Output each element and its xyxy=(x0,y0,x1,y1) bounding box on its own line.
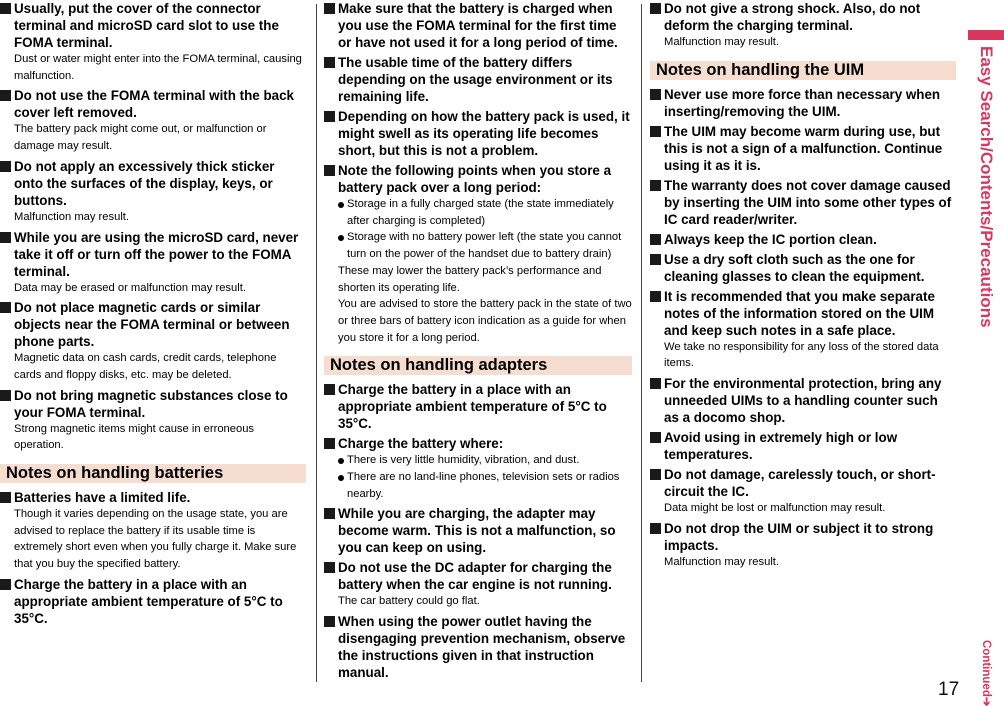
bullet-item xyxy=(338,229,632,262)
precaution-heading: Charge the battery where: xyxy=(324,435,632,452)
precaution-heading: For the environmental protection, bring any unneeded UIMs to a handling counter such as a docomo shop. xyxy=(650,375,956,426)
section-heading-uim: Notes on handling the UIM xyxy=(650,61,956,80)
bullet-text: There is very little humidity, vibration, and dust. xyxy=(347,454,580,467)
precaution-heading: Do not use the FOMA terminal with the back cover left removed. xyxy=(0,87,306,121)
precaution-heading: Avoid using in extremely high or low temperatures. xyxy=(650,429,956,463)
precaution-heading: While you are charging, the adapter may become warm. This is not a malfunction, so you can keep on using. xyxy=(324,505,632,556)
precaution-body xyxy=(324,452,632,502)
continued-label: Continued➔ xyxy=(980,640,992,706)
precaution-item xyxy=(324,505,632,556)
precaution-list-adapters xyxy=(324,505,632,681)
precaution-heading: The usable time of the battery differs depending on the usage environment or its remaining life. xyxy=(324,54,632,105)
precaution-body: We take no responsibility for any loss of the stored data items. xyxy=(664,340,939,370)
bullet-text: Storage in a fully charged state (the state immediately after charging is completed) xyxy=(347,198,614,227)
precaution-heading: Do not apply an excessively thick sticker onto the surfaces of the display, keys, or buttons. xyxy=(0,158,306,209)
precaution-item xyxy=(650,429,956,463)
precaution-heading: Use a dry soft cloth such as the one for cleaning glasses to clean the equipment. xyxy=(650,251,956,285)
precaution-heading: Usually, put the cover of the connector terminal and microSD card slot to use the FOMA terminal. xyxy=(0,0,306,51)
bullet-text: There are no land-line phones, television sets or radios nearby. xyxy=(347,471,620,500)
precaution-item xyxy=(0,158,306,226)
continued-indicator xyxy=(976,640,998,706)
precaution-item xyxy=(0,0,306,84)
precaution-item xyxy=(324,435,632,502)
note-text: You are advised to store the battery pack in the state of two or three bars of battery icon indication as a guide for when you store it for a long period. xyxy=(338,298,632,344)
column-2 xyxy=(324,0,632,684)
column-divider-2 xyxy=(641,4,642,682)
precaution-item xyxy=(0,229,306,297)
precaution-heading: Do not use the DC adapter for charging the battery when the car engine is not running. xyxy=(324,559,632,593)
precaution-list-adapters-cont xyxy=(650,0,956,51)
column-3 xyxy=(650,0,956,574)
precaution-heading: Do not drop the UIM or subject it to strong impacts. xyxy=(650,520,956,554)
precaution-body: Strong magnetic items might cause in erroneous operation. xyxy=(14,422,255,452)
precaution-item xyxy=(650,231,956,248)
precaution-item xyxy=(650,375,956,426)
precaution-item xyxy=(0,299,306,383)
precaution-body: Data might be lost or malfunction may result. xyxy=(664,502,886,515)
side-index-tab xyxy=(968,0,1004,328)
precaution-item xyxy=(650,0,956,51)
precaution-body: Data may be erased or malfunction may result. xyxy=(14,281,246,294)
precaution-heading: Charge the battery in a place with an appropriate ambient temperature of 5°C to 35°C. xyxy=(0,576,306,627)
column-divider-1 xyxy=(316,4,317,682)
note-text: These may lower the battery pack’s performance and shorten its operating life. xyxy=(338,264,602,294)
precaution-heading: Do not bring magnetic substances close to your FOMA terminal. xyxy=(0,387,306,421)
precaution-body: Dust or water might enter into the FOMA terminal, causing malfunction. xyxy=(14,53,302,82)
precaution-item xyxy=(0,87,306,154)
precaution-list-uim xyxy=(650,86,956,571)
precaution-body: Magnetic data on cash cards, credit cards, telephone cards and floppy disks, etc. may be deleted. xyxy=(14,352,277,381)
precaution-item xyxy=(324,381,632,432)
precaution-body: Malfunction may result. xyxy=(664,555,780,568)
precaution-item xyxy=(650,123,956,174)
precaution-item xyxy=(324,108,632,159)
precaution-heading: Charge the battery in a place with an appropriate ambient temperature of 5°C to 35°C. xyxy=(324,381,632,432)
precaution-heading: The UIM may become warm during use, but this is not a sign of a malfunction. Continue using it as it is. xyxy=(650,123,956,174)
precaution-list-batteries-cont xyxy=(324,0,632,159)
precaution-item xyxy=(650,177,956,228)
precaution-heading: Do not damage, carelessly touch, or short-circuit the IC. xyxy=(650,466,956,500)
precaution-item xyxy=(650,288,956,372)
precaution-list-general xyxy=(0,0,306,454)
precaution-item xyxy=(324,54,632,105)
precaution-item xyxy=(324,613,632,681)
precaution-heading: Do not give a strong shock. Also, do not deform the charging terminal. xyxy=(650,0,956,34)
precaution-body: Malfunction may result. xyxy=(14,210,130,223)
bullet-text: Storage with no battery power left (the state you cannot turn on the power of the handset due to battery drain) xyxy=(347,231,622,261)
precaution-item xyxy=(324,559,632,610)
precaution-item xyxy=(650,466,956,517)
precaution-heading: Depending on how the battery pack is used, it might swell as its operating life becomes short, but this is not a problem. xyxy=(324,108,632,159)
precaution-heading: Always keep the IC portion clean. xyxy=(650,231,956,248)
precaution-heading: While you are using the microSD card, never take it off or turn off the power to the FOMA terminal. xyxy=(0,229,306,280)
precaution-heading: Note the following points when you store a battery pack over a long period: xyxy=(324,162,632,196)
precaution-heading: Batteries have a limited life. xyxy=(0,489,306,506)
section-heading-batteries: Notes on handling batteries xyxy=(0,464,306,483)
precaution-heading: Never use more force than necessary when inserting/removing the UIM. xyxy=(650,86,956,120)
section-heading-adapters: Notes on handling adapters xyxy=(324,356,632,375)
precaution-item xyxy=(324,162,632,346)
precaution-item xyxy=(0,576,306,627)
bullet-item xyxy=(338,452,632,469)
precaution-item xyxy=(650,86,956,120)
precaution-body: Though it varies depending on the usage state, you are advised to replace the battery if its usable time is extremely short even when you fully charge it. Make sure that you buy the specified battery. xyxy=(14,508,297,571)
precaution-item xyxy=(0,489,306,573)
precaution-item xyxy=(650,251,956,285)
precaution-body: The battery pack might come out, or malfunction or damage may result. xyxy=(14,123,267,153)
precaution-body xyxy=(324,196,632,346)
precaution-heading: The warranty does not cover damage caused by inserting the UIM into some other types of IC card reader/writer. xyxy=(650,177,956,228)
precaution-body: Malfunction may result. xyxy=(664,36,780,48)
precaution-heading: It is recommended that you make separate notes of the information stored on the UIM and keep such notes in a safe place. xyxy=(650,288,956,339)
precaution-item xyxy=(650,520,956,571)
precaution-list-batteries xyxy=(0,489,306,627)
precaution-body: The car battery could go flat. xyxy=(338,595,480,608)
page-number: 17 xyxy=(938,679,960,700)
precaution-heading: When using the power outlet having the disengaging prevention mechanism, observe the instructions given in that instruction manual. xyxy=(324,613,632,681)
bullet-item xyxy=(338,196,632,229)
precaution-heading: Make sure that the battery is charged when you use the FOMA terminal for the first time or have not used it for a long period of time. xyxy=(324,0,632,51)
side-tab-bar xyxy=(968,30,1004,40)
bullet-item xyxy=(338,469,632,502)
column-1 xyxy=(0,0,306,630)
precaution-item xyxy=(0,387,306,454)
precaution-heading: Do not place magnetic cards or similar objects near the FOMA terminal or between phone parts. xyxy=(0,299,306,350)
precaution-item xyxy=(324,0,632,51)
side-tab-label: Easy Search/Contents/Precautions xyxy=(977,46,996,328)
